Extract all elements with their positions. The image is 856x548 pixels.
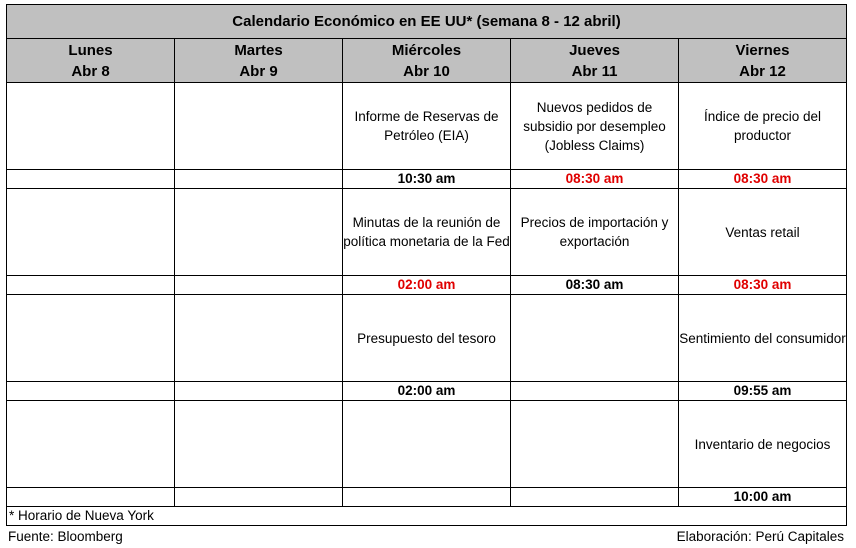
event-cell [175,83,343,170]
event-cell: Precios de importación y exportación [511,189,679,276]
time-row [7,382,847,401]
day-date: Abr 10 [403,62,450,80]
day-name: Miércoles [391,41,462,59]
time-row [7,488,847,507]
day-date: Abr 8 [71,62,110,80]
economic-calendar-table [6,4,847,526]
day-header-row [7,39,847,83]
time-cell: 10:00 am [679,488,847,507]
event-cell [175,295,343,382]
time-cell [511,382,679,401]
time-row [7,276,847,295]
day-date: Abr 9 [239,62,278,80]
time-cell [175,170,343,189]
event-cell: Ventas retail [679,189,847,276]
day-header-viernes [679,39,847,83]
event-cell: Índice de precio del productor [679,83,847,170]
event-cell: Minutas de la reunión de política monetaria de la Fed [343,189,511,276]
time-cell: 08:30 am [679,170,847,189]
time-row [7,170,847,189]
time-cell: 08:30 am [679,276,847,295]
calendar-title: Calendario Económico en EE UU* (semana 8 - 12 abril) [7,5,847,39]
event-cell: Inventario de negocios [679,401,847,488]
event-row [7,189,847,276]
day-header-lunes [7,39,175,83]
event-cell: Nuevos pedidos de subsidio por desempleo (Jobless Claims) [511,83,679,170]
day-name: Lunes [68,41,113,59]
event-row [7,401,847,488]
credit-text: Elaboración: Perú Capitales [676,529,844,544]
event-cell [7,401,175,488]
event-row [7,83,847,170]
time-cell [343,488,511,507]
event-cell [511,295,679,382]
event-cell: Informe de Reservas de Petróleo (EIA) [343,83,511,170]
time-cell: 02:00 am [343,276,511,295]
event-cell [511,401,679,488]
event-cell: Sentimiento del consumidor [679,295,847,382]
day-header-jueves [511,39,679,83]
time-cell: 10:30 am [343,170,511,189]
event-row [7,295,847,382]
day-date: Abr 11 [571,62,618,80]
day-name: Jueves [569,41,620,59]
event-cell: Presupuesto del tesoro [343,295,511,382]
event-cell [7,295,175,382]
time-cell: 02:00 am [343,382,511,401]
event-cell [343,401,511,488]
day-header-miercoles [343,39,511,83]
time-cell [511,488,679,507]
time-cell: 09:55 am [679,382,847,401]
note-row [7,507,847,526]
source-text: Fuente: Bloomberg [8,529,123,544]
day-date: Abr 12 [739,62,786,80]
time-cell: 08:30 am [511,170,679,189]
event-cell [7,83,175,170]
event-cell [175,189,343,276]
time-cell [7,276,175,295]
time-cell [175,382,343,401]
event-cell [175,401,343,488]
day-header-martes [175,39,343,83]
time-cell: 08:30 am [511,276,679,295]
day-name: Martes [234,41,283,59]
day-name: Viernes [735,41,790,59]
timezone-note: * Horario de Nueva York [7,507,847,526]
time-cell [7,170,175,189]
event-cell [7,189,175,276]
time-cell [175,488,343,507]
title-row [7,5,847,39]
time-cell [7,382,175,401]
time-cell [7,488,175,507]
time-cell [175,276,343,295]
